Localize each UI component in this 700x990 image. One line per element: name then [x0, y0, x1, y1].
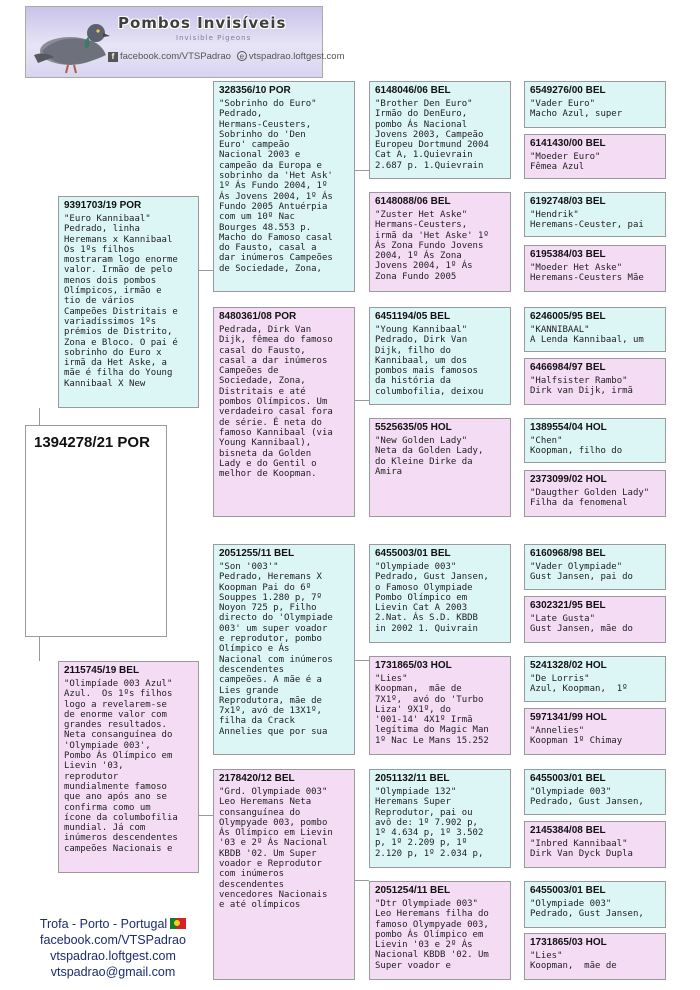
ancestor-ring: 6466984/97 BEL	[530, 362, 606, 373]
great-grandparent-ring: 2051132/11 BEL	[375, 773, 450, 784]
great-grandparent-box	[369, 544, 511, 643]
dam-ring: 2115745/19 BEL	[64, 665, 140, 676]
connector-line	[199, 270, 213, 271]
grandparent-description: "Son '003'" Pedrado, Heremans X Koopman Pai do 6º Souppes 1.280 p, 7º Noyon 725 p, Filho directo do 'Olympiade 003' um super voador e reprodutor, pombo Olímpico e Ás Nacional com inúmeros descendentes campeões. A mãe é a Lies grande Reprodutora, mãe de 7x1º, avó de 13X1º, filha da Crack Annelies que por sua	[219, 562, 333, 737]
grandparent-description: Pedrada, Dirk Van Dijk, fêmea do famoso casal do Fausto, casal a dar inúmeros Campeões de Sociedade, Zona, Distritais e até pombos Olímpicos. Um verdadeiro casal fora de série. É neta do famoso Kannibaal (via Young Kannibaal), bisneta da Golden Lady e do Gentil o melhor de Koopman.	[219, 325, 333, 480]
ancestor-description: "Olympiade 003" Pedrado, Gust Jansen,	[530, 899, 644, 920]
grandparent-box	[213, 81, 355, 292]
great-grandparent-box	[369, 769, 511, 868]
ancestor-description: "Annelies" Koopman 1º Chimay	[530, 726, 623, 747]
ancestor-ring: 1731865/03 HOL	[530, 937, 607, 948]
great-grandparent-description: "Lies" Koopman, mãe de 7X1º, avó do 'Turbo Liza' 9X1º, do '001-14' 4X1º Irmã legítima do Magic Man 1º Nac Le Mans 15.252	[375, 674, 489, 746]
great-grandparent-description: "Dtr Olympiade 003" Leo Heremans filha do famoso Olympyade 003, pombo Ás Olímpico em Lievin '03 e 2º Ás Nacional KBDB '02. Um Super voador e	[375, 899, 489, 971]
ancestor-ring: 6160968/98 BEL	[530, 548, 606, 559]
ancestor-description: "Olympiade 003" Pedrado, Gust Jansen,	[530, 787, 644, 808]
great-grandparent-description: "Olympiade 003" Pedrado, Gust Jansen, o Famoso Olympiade Pombo Olímpico em Lievin Cat A 2003 2.Nat. Ás S.D. KBDB in 2002 1. Quivrain	[375, 562, 489, 634]
ancestor-box	[524, 134, 666, 179]
logo-title: Pombos Invisíveis	[118, 14, 287, 32]
subject-ring: 1394278/21 POR	[34, 434, 150, 451]
connector-line	[39, 408, 40, 426]
pigeon-logo-icon	[30, 11, 110, 75]
dam-description: "Olimpíade 003 Azul" Azul. Os 1ºs filhos logo a revelarem-se de enorme valor com grandes resultados. Neta consanguínea do 'Olympiade 003', Pombo Ás Olímpico em Lievin '03, reprodutor mundialmente famoso que ano após ano se confirma como um ícone da columbofilia mundial. Já com inúmeros descendentes campeões Nacionais e	[64, 679, 178, 854]
ancestor-ring: 6192748/03 BEL	[530, 196, 606, 207]
ancestor-ring: 5971341/99 HOL	[530, 712, 607, 723]
ancestor-description: "KANNIBAAL" A Lenda Kannibaal, um	[530, 325, 644, 346]
ancestor-description: "Moeder Euro" Fêmea Azul	[530, 152, 601, 173]
ancestor-box	[524, 81, 666, 128]
ancestor-box	[524, 708, 666, 755]
web-icon: e	[237, 51, 247, 61]
ancestor-ring: 6302321/95 BEL	[530, 600, 606, 611]
ancestor-box	[524, 881, 666, 928]
ancestor-box	[524, 358, 666, 405]
connector-line	[355, 880, 369, 881]
ancestor-description: "Lies" Koopman, mãe de	[530, 951, 617, 972]
dam-box	[58, 661, 199, 873]
logo-links	[108, 51, 344, 62]
ancestor-description: "Vader Euro" Macho Azul, super	[530, 99, 623, 120]
ancestor-description: "Hendrik" Heremans-Ceuster, pai	[530, 210, 644, 231]
ancestor-ring: 5241328/02 HOL	[530, 660, 607, 671]
ancestor-description: "Halfsister Rambo" Dirk van Dijk, irmã	[530, 376, 633, 397]
ancestor-box	[524, 307, 666, 352]
great-grandparent-ring: 5525635/05 HOL	[375, 422, 452, 433]
connector-line	[39, 637, 40, 661]
great-grandparent-box	[369, 192, 511, 292]
ancestor-description: "De Lorris" Azul, Koopman, 1º	[530, 674, 628, 695]
great-grandparent-ring: 6451194/05 BEL	[375, 311, 451, 322]
ancestor-description: "Daugther Golden Lady" Filha da fenomenal	[530, 488, 650, 509]
great-grandparent-description: "Young Kannibaal" Pedrado, Dirk Van Dijk, filho do Kannibaal, um dos pombos mais famosos da história da columbofilia, deixou	[375, 325, 484, 397]
grandparent-ring: 8480361/08 POR	[219, 311, 297, 322]
great-grandparent-description: "Brother Den Euro" Irmão do DenEuro, pombo Ás Nacional Jovens 2003, Campeão Europeu Dortmund 2004 Cat A, 1.Quievrain 2.687 p. 1.Quievrain	[375, 99, 489, 171]
great-grandparent-ring: 1731865/03 HOL	[375, 660, 452, 671]
sire-ring: 9391703/19 POR	[64, 200, 142, 211]
footer-facebook-link[interactable]: facebook.com/VTSPadrao	[40, 933, 186, 947]
grandparent-box	[213, 769, 355, 980]
great-grandparent-box	[369, 81, 511, 179]
contact-footer	[18, 916, 208, 980]
ancestor-ring: 6455003/01 BEL	[530, 773, 606, 784]
logo-website-link[interactable]: vtspadrao.loftgest.com	[248, 51, 345, 62]
great-grandparent-box	[369, 418, 511, 517]
subject-box	[25, 425, 167, 637]
great-grandparent-box	[369, 656, 511, 755]
great-grandparent-ring: 6455003/01 BEL	[375, 548, 451, 559]
grandparent-box	[213, 307, 355, 517]
ancestor-ring: 6141430/00 BEL	[530, 138, 606, 149]
grandparent-ring: 2178420/12 BEL	[219, 773, 295, 784]
ancestor-description: "Inbred Kannibaal" Dirk Van Dyck Dupla	[530, 839, 633, 860]
great-grandparent-box	[369, 307, 511, 405]
connector-line	[199, 815, 213, 816]
great-grandparent-description: "New Golden Lady" Neta da Golden Lady, do Kleine Dirke da Amira	[375, 436, 484, 477]
connector-line	[355, 400, 369, 401]
logo-subtitle: Invisible Pigeons	[176, 34, 252, 42]
ancestor-description: "Vader Olympiade" Gust Jansen, pai do	[530, 562, 633, 583]
footer-website-link[interactable]: vtspadrao.loftgest.com	[50, 949, 176, 963]
ancestor-box	[524, 596, 666, 643]
ancestor-box	[524, 933, 666, 980]
grandparent-ring: 328356/10 POR	[219, 85, 291, 96]
ancestor-ring: 2373099/02 HOL	[530, 474, 607, 485]
grandparent-ring: 2051255/11 BEL	[219, 548, 295, 559]
ancestor-box	[524, 245, 666, 292]
great-grandparent-ring: 2051254/11 BEL	[375, 885, 451, 896]
ancestor-ring: 6455003/01 BEL	[530, 885, 606, 896]
ancestor-box	[524, 192, 666, 237]
ancestor-ring: 6195384/03 BEL	[530, 249, 606, 260]
footer-location	[18, 916, 208, 932]
great-grandparent-ring: 6148088/06 BEL	[375, 196, 451, 207]
ancestor-ring: 6246005/95 BEL	[530, 311, 606, 322]
logo-facebook-link[interactable]: facebook.com/VTSPadrao	[120, 51, 231, 62]
portugal-flag-icon	[170, 918, 186, 929]
ancestor-description: "Moeder Het Aske" Heremans-Ceusters Mãe	[530, 263, 644, 284]
logo-banner	[25, 6, 345, 78]
great-grandparent-description: "Olympiade 132" Heremans Super Reprodutor, pai ou avô de: 1º 7.902 p, 1º 4.634 p, 1º 3.502 p, 1º 2.209 p, 1º 2.120 p, 1º 2.034 p,	[375, 787, 484, 859]
ancestor-description: "Late Gusta" Gust Jansen, mãe do	[530, 614, 633, 635]
grandparent-box	[213, 544, 355, 755]
footer-location-text: Trofa - Porto - Portugal	[39, 917, 168, 931]
facebook-icon: f	[108, 52, 118, 62]
connector-line	[355, 660, 369, 661]
great-grandparent-box	[369, 881, 511, 980]
grandparent-description: "Grd. Olympiade 003" Leo Heremans Neta consanguínea do Olympyade 003, pombo Ás Olímpico em Lievin '03 e 2º Ás Nacional KBDB '02. Um Super voador e Reprodutor com inúmeros descendentes vencedores Nacionais e até olímpicos	[219, 787, 333, 911]
great-grandparent-description: "Zuster Het Aske" Hermans-Ceusters, irmã da 'Het Aske' 1º Ás Zona Fundo Jovens 2004, 1º Ás Zona Jovens 2004, 1º Ás Zona Fundo 2005	[375, 210, 489, 282]
ancestor-description: "Chen" Koopman, filho do	[530, 436, 623, 457]
footer-email-link[interactable]: vtspadrao@gmail.com	[50, 965, 176, 979]
ancestor-ring: 1389554/04 HOL	[530, 422, 607, 433]
ancestor-box	[524, 656, 666, 702]
ancestor-ring: 6549276/00 BEL	[530, 85, 606, 96]
ancestor-box	[524, 769, 666, 815]
sire-description: "Euro Kannibaal" Pedrado, linha Heremans x Kannibaal Os 1ºs filhos mostraram logo enorme valor. Irmão de pelo menos dois pombos Olímpicos, irmão e tio de vários Campeões Distritais e variadíssimos 1ºs prémios de Distrito, Zona e Bloco. O pai é sobrinho do Euro x irmã da Het Aske, a mãe é filha do Young Kannibaal X New	[64, 214, 178, 389]
grandparent-description: "Sobrinho do Euro" Pedrado, Hermans-Ceusters, Sobrinho do 'Den Euro' campeão Nacional 2003 e campeão da Europa e sobrinho da 'Het Ask' 1º Ás Fundo 2004, 1º Ás Jovens 2004, 1º Ás Fundo 2005 Antuérpia com um 10º Nac Bourges 48.553 p. Macho do Famoso casal do Fausto, casal a dar inúmeros Campeões de Sociedade, Zona,	[219, 99, 333, 274]
great-grandparent-ring: 6148046/06 BEL	[375, 85, 451, 96]
ancestor-box	[524, 544, 666, 590]
ancestor-box	[524, 470, 666, 517]
ancestor-box	[524, 418, 666, 463]
ancestor-ring: 2145384/08 BEL	[530, 825, 606, 836]
connector-line	[355, 170, 369, 171]
sire-box	[58, 196, 199, 408]
ancestor-box	[524, 821, 666, 868]
